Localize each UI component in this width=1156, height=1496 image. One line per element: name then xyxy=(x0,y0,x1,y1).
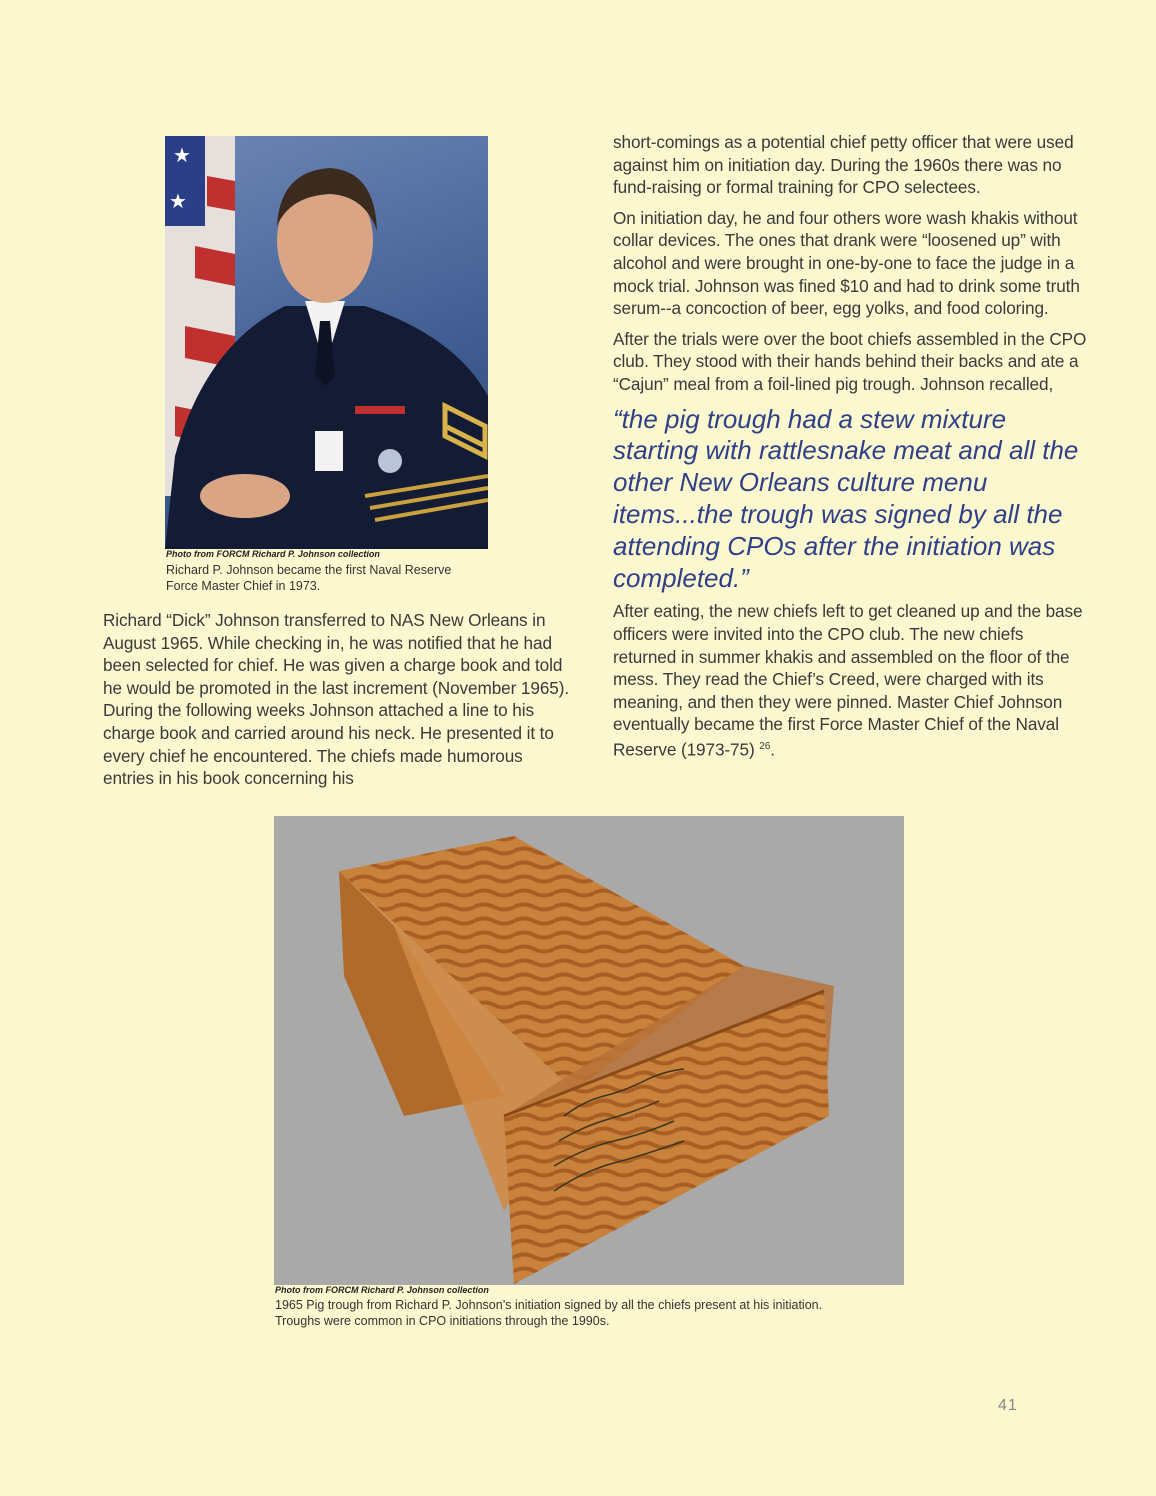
svg-text:★: ★ xyxy=(169,191,187,213)
portrait-illustration xyxy=(165,136,488,549)
portrait-caption-line: Richard P. Johnson became the first Naval Reserve xyxy=(166,563,452,577)
left-column xyxy=(103,609,573,798)
paragraph-end: . xyxy=(770,739,775,760)
footnote-reference: 26 xyxy=(759,740,771,752)
right-column xyxy=(613,131,1091,769)
body-paragraph: After the trials were over the boot chiefs assembled in the CPO club. They stood with their hands behind their backs and ate a “Cajun” meal from a foil-lined pig trough. Johnson recalled, xyxy=(613,328,1087,394)
svg-text:★: ★ xyxy=(173,145,191,167)
pull-quote: “the pig trough had a stew mixture starting with rattlesnake meat and all the other New Orleans culture menu items...the trough was signed by all the attending CPOs after the initiation was completed.” xyxy=(613,403,1079,593)
body-paragraph: short-comings as a potential chief petty officer that were used against him on initiation day. During the 1960s there was no fund-raising or formal training for CPO selectees. xyxy=(613,132,1074,198)
pig-trough-photo xyxy=(274,816,904,1285)
body-paragraph: On initiation day, he and four others wore wash khakis without collar devices. The ones that drank were “loosened up” with alcohol and were brought in one-by-one to face the judge in a mock trial. Johnson was fined $10 and had to drink some truth serum--a concoction of beer, egg yolks, and food coloring. xyxy=(613,207,1080,319)
body-paragraph: Richard “Dick” Johnson transferred to NAS New Orleans in August 1965. While checking in, he was notified that he had been selected for chief. He was given a charge book and told he would be promoted in the last increment (November 1965). During the following weeks Johnson attached a line to his charge book and carried around his neck. He presented it to every chief he encountered. The chiefs made humorous entries in his book concerning his xyxy=(103,610,570,789)
trough-photo-credit: Photo from FORCM Richard P. Johnson collection xyxy=(275,1285,489,1295)
portrait-caption xyxy=(166,562,451,594)
pig-trough-illustration xyxy=(274,816,904,1285)
paragraph-text: After eating, the new chiefs left to get cleaned up and the base officers were invited into the CPO club. The new chiefs returned in summer khakis and assembled on the floor of the mess. They read the Chief’s Creed, were charged with its meaning, and then they were pinned. Master Chief Johnson eventually became the first Force Master Chief of the Naval Reserve (1973-75) xyxy=(613,601,1083,760)
portrait-photo xyxy=(165,136,488,549)
trough-caption-line: Troughs were common in CPO initiations through the 1990s. xyxy=(275,1314,610,1328)
portrait-photo-credit: Photo from FORCM Richard P. Johnson collection xyxy=(166,549,380,559)
trough-caption xyxy=(275,1297,822,1329)
portrait-caption-line: Force Master Chief in 1973. xyxy=(166,579,321,593)
page-number: 41 xyxy=(998,1397,1018,1414)
body-paragraph xyxy=(613,600,1091,761)
trough-caption-line: 1965 Pig trough from Richard P. Johnson’s initiation signed by all the chiefs present at his initiation. xyxy=(275,1298,823,1312)
